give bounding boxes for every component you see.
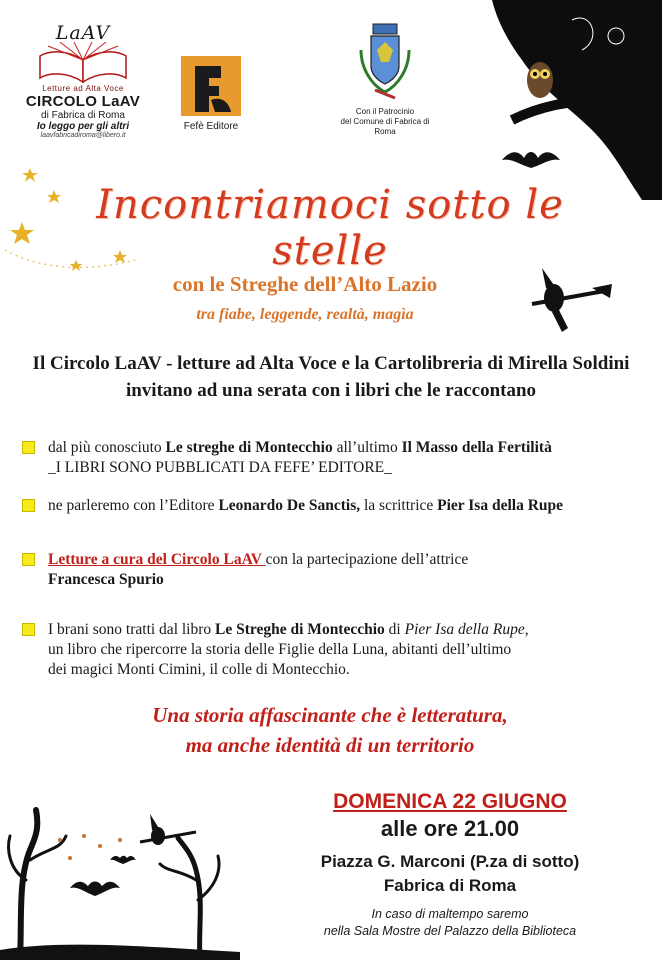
bullet-text: con la partecipazione dell’attrice [265, 551, 469, 568]
laav-name: CIRCOLO LaAV [25, 93, 141, 110]
fefe-logo-icon [181, 56, 241, 116]
book-title: Le Streghe di Montecchio [215, 621, 385, 638]
bullet-text: I brani sono tratti dal libro [48, 621, 216, 638]
subtitle: con le Streghe dell’Alto Lazio [172, 272, 438, 296]
intro-line2: invitano ad una serata con i libri che le raccontano [125, 380, 537, 401]
fefe-name: Fefè Editore [183, 121, 239, 132]
event-place-line1: Piazza G. Marconi (P.za di sotto) [320, 852, 580, 871]
bad-weather-line1: In caso di maltempo saremo [371, 907, 529, 921]
bad-weather-line2: nella Sala Mostre del Palazzo della Biblioteca [323, 924, 577, 938]
bullet-text: di [384, 621, 405, 638]
book-title: Il Masso della Fertilità [401, 439, 552, 456]
closing-statement [60, 700, 600, 760]
intro-line1: Il Circolo LaAV - letture ad Alta Voce e la Cartolibreria di Mirella Soldini [32, 353, 630, 374]
bullet-text: un libro che ripercorre la storia delle Figlie della Luna, abitanti dell’ultimo [48, 641, 512, 658]
laav-town: di Fabrica di Roma [41, 110, 125, 121]
comune-line1: Con il Patrocinio [355, 107, 415, 116]
bullet-text: dei magici Monti Cimini, il colle di Montecchio. [48, 661, 350, 678]
bullet-text: ne parleremo con l’Editore [48, 497, 219, 514]
bad-weather-note [240, 906, 660, 940]
leaf-decoration [58, 834, 122, 860]
bullet-square [22, 623, 35, 636]
event-place-line2: Fabrica di Roma [383, 876, 517, 895]
owl-icon [527, 62, 553, 98]
bullet-square [22, 553, 35, 566]
book-icon [38, 42, 128, 86]
book-title: Le streghe di Montecchio [165, 439, 333, 456]
coat-of-arms-icon [355, 20, 415, 104]
readings-link[interactable]: Letture a cura del Circolo LaAV [48, 551, 266, 568]
bullet-text: dal più conosciuto [48, 439, 166, 456]
spooky-scene [0, 800, 240, 960]
comune-line2: del Comune di Fabrica di Roma [340, 117, 430, 136]
bullet-text: all’ultimo [332, 439, 402, 456]
comune-logo [330, 20, 440, 137]
bullet-text: la scrittrice [360, 497, 438, 514]
laav-email: laavfabricadiroma@libero.it [40, 132, 126, 139]
author-name: Pier Isa della Rupe [404, 621, 525, 638]
list-item [22, 438, 642, 478]
closing-line2: ma anche identità di un territorio [185, 733, 475, 757]
list-item [22, 620, 642, 680]
event-date: DOMENICA 22 GIUGNO [333, 790, 567, 813]
writer-name: Pier Isa della Rupe [437, 497, 564, 514]
fefe-logo [177, 56, 245, 132]
laav-logo [18, 18, 148, 158]
bullet-text: , [524, 621, 529, 638]
bullet-square [22, 441, 35, 454]
night-scene [492, 0, 662, 200]
laav-tagline: Letture ad Alta Voce [42, 84, 124, 93]
event-time: alle ore 21.00 [380, 816, 520, 841]
bat-icon [70, 856, 136, 896]
tagline: tra fiabe, leggende, realtà, magìa [196, 306, 414, 323]
intro [10, 350, 652, 404]
list-item [22, 550, 642, 590]
laav-motto: Io leggo per gli altri [36, 121, 130, 132]
bat-icon [502, 152, 560, 168]
list-item [22, 496, 642, 516]
event-info [240, 790, 660, 940]
event-place [240, 850, 660, 898]
editor-name: Leonardo De Sanctis, [218, 497, 361, 514]
main-title: Incontriamoci sotto le stelle [96, 182, 564, 274]
witch-icon [140, 814, 196, 845]
laav-brand: LaAV [55, 22, 111, 44]
bullet-square [22, 499, 35, 512]
witch-icon [522, 258, 612, 333]
closing-line1: Una storia affascinante che è letteratura, [152, 703, 508, 727]
publisher-note: _I LIBRI SONO PUBBLICATI DA FEFE’ EDITORE_ [48, 459, 392, 476]
actress-name: Francesca Spurio [48, 571, 164, 588]
